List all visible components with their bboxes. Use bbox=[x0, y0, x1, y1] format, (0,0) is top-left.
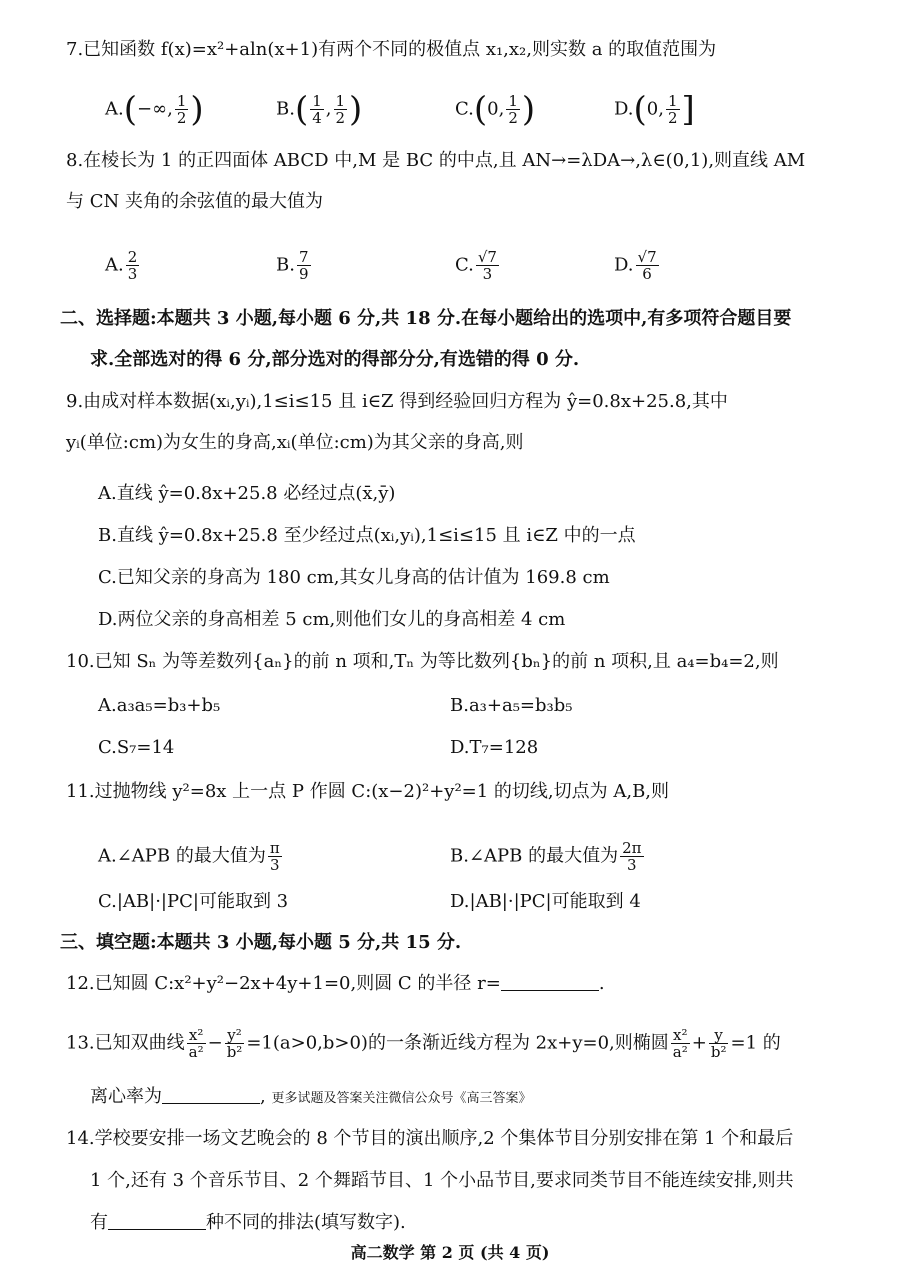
watermark-note: 更多试题及答案关注微信公众号《高三答案》 bbox=[271, 1091, 532, 1106]
fraction: $\frac{√7}{3}$ bbox=[477, 248, 497, 283]
option-letter: B. bbox=[276, 254, 295, 276]
option-letter: B. bbox=[276, 98, 295, 120]
q9-line-1: 9.由成对样本数据(xᵢ,yᵢ),1≤i≤15 且 i∈Z 得到经验回归方程为 ŷ=0.8x+25.8,其中 bbox=[66, 391, 728, 412]
option-letter: C. bbox=[455, 98, 474, 120]
q11-option-b: B.∠APB 的最大值为 $\frac{2\pi}{3}$ bbox=[450, 839, 642, 874]
answer-blank[interactable] bbox=[108, 1211, 206, 1230]
q11-option-d: D.|AB|·|PC|可能取到 4 bbox=[450, 891, 641, 912]
q8-option-a bbox=[105, 249, 141, 282]
section-3-heading: 三、填空题:本题共 3 小题,每小题 5 分,共 15 分. bbox=[60, 932, 462, 953]
q9-option-a: A.直线 ŷ=0.8x+25.8 必经过点(x̄,ȳ) bbox=[98, 483, 396, 504]
fraction: $\frac{\text{y²}}{\text{b²}}$ bbox=[226, 1026, 243, 1061]
fraction: $\frac{1}{2}$ bbox=[508, 92, 518, 127]
q9-line-2: yᵢ(单位:cm)为女生的身高,xᵢ(单位:cm)为其父亲的身高,则 bbox=[66, 432, 524, 453]
q7-option-c: C.(0, $\frac{1}{2}$ ) bbox=[455, 89, 536, 130]
q12-stem: 12.已知圆 C:x²+y²−2x+4y+1=0,则圆 C 的半径 r= . bbox=[66, 973, 605, 994]
q9-option-d: D.两位父亲的身高相差 5 cm,则他们女儿的身高相差 4 cm bbox=[98, 609, 566, 630]
q7-stem: 7.已知函数 f(x)=x²+aln(x+1)有两个不同的极值点 x₁,x₂,则实数 a 的取值范围为 bbox=[66, 39, 717, 60]
q8-line-2: 与 CN 夹角的余弦值的最大值为 bbox=[66, 191, 323, 212]
q7-option-a: A.(−∞, $\frac{1}{2}$ ) bbox=[105, 89, 204, 130]
fraction: $\frac{y}{\text{b²}}$ bbox=[710, 1026, 727, 1061]
q14-line-1: 14.学校要安排一场文艺晚会的 8 个节目的演出顺序,2 个集体节目分别安排在第 1 个和最后 bbox=[66, 1128, 794, 1149]
q11-option-a: A.∠APB 的最大值为 $\frac{\pi}{3}$ bbox=[98, 839, 280, 874]
q8-option-c bbox=[455, 249, 501, 282]
q8-option-b bbox=[276, 249, 313, 282]
option-letter: A. bbox=[105, 254, 124, 276]
q10-option-a: A.a₃a₅=b₃+b₅ bbox=[98, 695, 221, 716]
fraction: $\frac{2\pi}{3}$ bbox=[622, 839, 642, 874]
fraction: $\frac{1}{2}$ bbox=[667, 92, 678, 127]
q10-option-c: C.S₇=14 bbox=[98, 737, 175, 758]
q9-option-c: C.已知父亲的身高为 180 cm,其女儿身高的估计值为 169.8 cm bbox=[98, 567, 610, 588]
answer-blank[interactable] bbox=[162, 1085, 260, 1104]
q7-option-b: B.( $\frac{1}{4}$ , $\frac{1}{2}$ ) bbox=[276, 89, 363, 130]
option-letter: D. bbox=[614, 98, 634, 120]
q10-option-b: B.a₃+a₅=b₃b₅ bbox=[450, 695, 573, 716]
fraction: $\frac{2}{3}$ bbox=[127, 248, 138, 283]
q10-option-d: D.T₇=128 bbox=[450, 737, 539, 758]
q10-stem: 10.已知 Sₙ 为等差数列{aₙ}的前 n 项和,Tₙ 为等比数列{bₙ}的前 n 项积,且 a₄=b₄=2,则 bbox=[66, 651, 779, 672]
fraction: $\frac{\text{x²}}{\text{a²}}$ bbox=[672, 1026, 688, 1061]
q13-line-1: 13.已知双曲线 $\frac{\text{x²}}{\text{a²}}$ − $\frac{\text{y²}}{\text{b²}}$ =1(a>0,b>0)的一条渐近线方程为 2x+y=0,则椭圆 $\frac{\text{x²}}{\text{a²}}$ + $\frac{y}{\text{b²}}$ =1 的 bbox=[66, 1026, 781, 1061]
page-footer: 高二数学 第 2 页 (共 4 页) bbox=[350, 1243, 550, 1262]
q8-line-1: 8.在棱长为 1 的正四面体 ABCD 中,M 是 BC 的中点,且 AN→=λDA→,λ∈(0,1),则直线 AM bbox=[66, 150, 806, 171]
option-letter: C. bbox=[455, 254, 474, 276]
q11-option-c: C.|AB|·|PC|可能取到 3 bbox=[98, 891, 289, 912]
fraction: $\frac{1}{2}$ bbox=[176, 92, 187, 127]
fraction: $\frac{7}{9}$ bbox=[298, 248, 309, 283]
fraction: $\frac{\pi}{3}$ bbox=[269, 839, 280, 874]
q14-line-3: 有 种不同的排法(填写数字). bbox=[90, 1212, 406, 1233]
option-letter: A. bbox=[105, 98, 124, 120]
section-2-instructions: 求.全部选对的得 6 分,部分选对的得部分分,有选错的得 0 分. bbox=[90, 349, 580, 370]
answer-blank[interactable] bbox=[501, 972, 599, 991]
fraction: $\frac{\text{x²}}{\text{a²}}$ bbox=[188, 1026, 204, 1061]
section-2-heading: 二、选择题:本题共 3 小题,每小题 6 分,共 18 分.在每小题给出的选项中,有多项符合题目要 bbox=[60, 308, 792, 329]
option-letter: D. bbox=[614, 254, 634, 276]
fraction: $\frac{1}{2}$ bbox=[335, 92, 346, 127]
q9-option-b: B.直线 ŷ=0.8x+25.8 至少经过点(xᵢ,yᵢ),1≤i≤15 且 i∈Z 中的一点 bbox=[98, 525, 636, 546]
fraction: $\frac{1}{4}$ bbox=[312, 92, 322, 127]
q11-stem: 11.过抛物线 y²=8x 上一点 P 作圆 C:(x−2)²+y²=1 的切线,切点为 A,B,则 bbox=[66, 781, 670, 802]
q8-option-d bbox=[614, 249, 661, 282]
fraction: $\frac{√7}{6}$ bbox=[637, 248, 657, 283]
q13-line-2: 离心率为 , 更多试题及答案关注微信公众号《高三答案》 bbox=[90, 1086, 532, 1107]
q7-option-d: D.(0, $\frac{1}{2}$ ] bbox=[614, 89, 695, 130]
q14-line-2: 1 个,还有 3 个音乐节目、2 个舞蹈节目、1 个小品节目,要求同类节目不能连续安排,则共 bbox=[90, 1170, 794, 1191]
